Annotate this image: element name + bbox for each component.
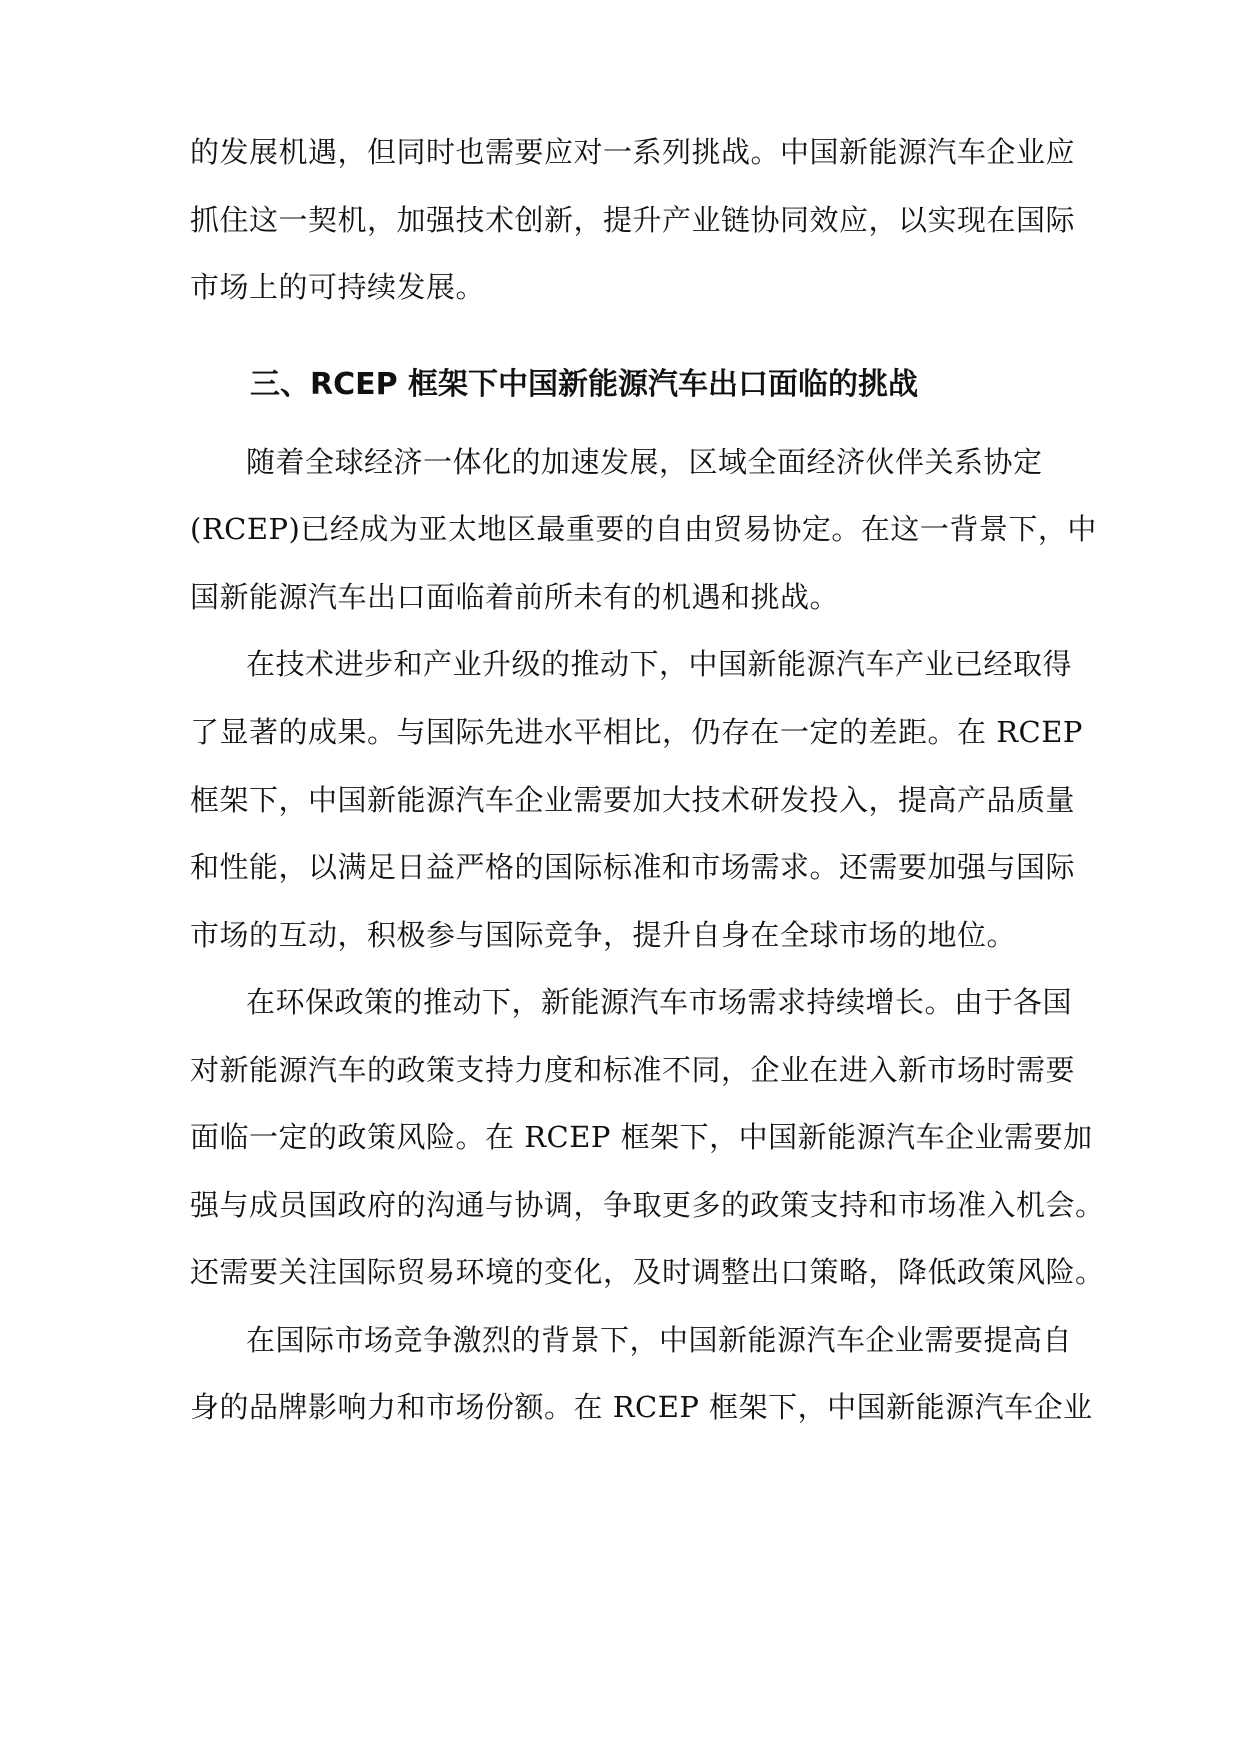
intro-line-3: 市场上的可持续发展。 xyxy=(190,270,486,304)
paragraph-4-line-2: 身的品牌影响力和市场份额。在 RCEP 框架下，中国新能源汽车企业 xyxy=(190,1390,1093,1424)
paragraph-2-line-1: 在技术进步和产业升级的推动下，中国新能源汽车产业已经取得 xyxy=(246,647,1073,681)
paragraph-3-line-2: 对新能源汽车的政策支持力度和标准不同，企业在进入新市场时需要 xyxy=(190,1053,1076,1087)
section-heading: 三、RCEP 框架下中国新能源汽车出口面临的挑战 xyxy=(250,367,919,402)
paragraph-4-line-1: 在国际市场竞争激烈的背景下，中国新能源汽车企业需要提高自 xyxy=(246,1323,1073,1357)
paragraph-2-line-2: 了显著的成果。与国际先进水平相比，仍存在一定的差距。在 RCEP xyxy=(190,715,1083,749)
paragraph-2-line-3: 框架下，中国新能源汽车企业需要加大技术研发投入，提高产品质量 xyxy=(190,783,1076,817)
paragraph-3-line-1: 在环保政策的推动下，新能源汽车市场需求持续增长。由于各国 xyxy=(246,985,1073,1019)
paragraph-3-line-5: 还需要关注国际贸易环境的变化，及时调整出口策略，降低政策风险。 xyxy=(190,1255,1105,1289)
paragraph-1-line-2: (RCEP)已经成为亚太地区最重要的自由贸易协定。在这一背景下，中 xyxy=(190,512,1097,546)
paragraph-1-line-1: 随着全球经济一体化的加速发展，区域全面经济伙伴关系协定 xyxy=(246,445,1043,479)
paragraph-3-line-3: 面临一定的政策风险。在 RCEP 框架下，中国新能源汽车企业需要加 xyxy=(190,1120,1093,1154)
paragraph-2-line-5: 市场的互动，积极参与国际竞争，提升自身在全球市场的地位。 xyxy=(190,918,1017,952)
intro-line-1: 的发展机遇，但同时也需要应对一系列挑战。中国新能源汽车企业应 xyxy=(190,135,1076,169)
paragraph-3-line-4: 强与成员国政府的沟通与协调，争取更多的政策支持和市场准入机会。 xyxy=(190,1188,1105,1222)
paragraph-2-line-4: 和性能，以满足日益严格的国际标准和市场需求。还需要加强与国际 xyxy=(190,850,1076,884)
paragraph-1-line-3: 国新能源汽车出口面临着前所未有的机遇和挑战。 xyxy=(190,580,840,614)
intro-line-2: 抓住这一契机，加强技术创新，提升产业链协同效应，以实现在国际 xyxy=(190,203,1076,237)
